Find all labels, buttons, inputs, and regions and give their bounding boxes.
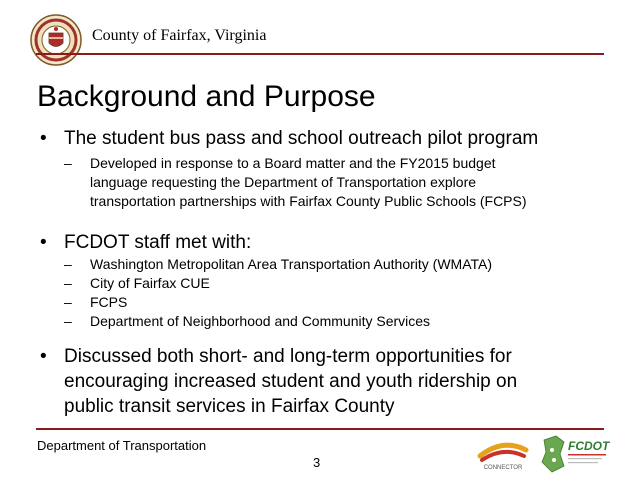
bullet-dot: •: [40, 346, 47, 367]
sub-bullet-dash: –: [64, 155, 72, 171]
connector-logo-icon: [472, 436, 534, 472]
fcdot-logo-text: FCDOT: [568, 439, 610, 453]
sub-bullet-dash: –: [64, 275, 72, 291]
fcdot-logo-icon: [538, 432, 610, 476]
bullet-text: FCDOT staff met with:: [64, 232, 252, 253]
sub-bullet-text: FCPS: [90, 294, 128, 310]
footer-divider: [36, 428, 604, 430]
bullet-text: The student bus pass and school outreach pilot program: [64, 128, 539, 149]
county-name: County of Fairfax, Virginia: [92, 27, 267, 44]
sub-bullet-text: Department of Neighborhood and Community Services: [90, 313, 431, 329]
sub-bullet-text: Washington Metropolitan Area Transportation Authority (WMATA): [90, 256, 493, 272]
bullet-text: public transit services in Fairfax County: [64, 396, 395, 417]
sub-bullet-text: language requesting the Department of Transportation explore: [90, 174, 477, 190]
page-number: 3: [313, 455, 321, 470]
bullet-dot: •: [40, 232, 47, 253]
bullet-dot: •: [40, 128, 47, 149]
sub-bullet-dash: –: [64, 313, 72, 329]
connector-logo-text: CONNECTOR: [483, 465, 523, 471]
bullet-text: encouraging increased student and youth ridership on: [64, 371, 518, 392]
sub-bullet-dash: –: [64, 294, 72, 310]
sub-bullet-text: transportation partnerships with Fairfax County Public Schools (FCPS): [90, 193, 527, 209]
sub-bullet-dash: –: [64, 256, 72, 272]
bullet-text: Discussed both short- and long-term opportunities for: [64, 346, 512, 367]
department-name: Department of Transportation: [37, 438, 207, 453]
sub-bullet-text: Developed in response to a Board matter and the FY2015 budget: [90, 155, 496, 171]
sub-bullet-text: City of Fairfax CUE: [90, 275, 210, 291]
slide-title: Background and Purpose: [37, 80, 376, 113]
